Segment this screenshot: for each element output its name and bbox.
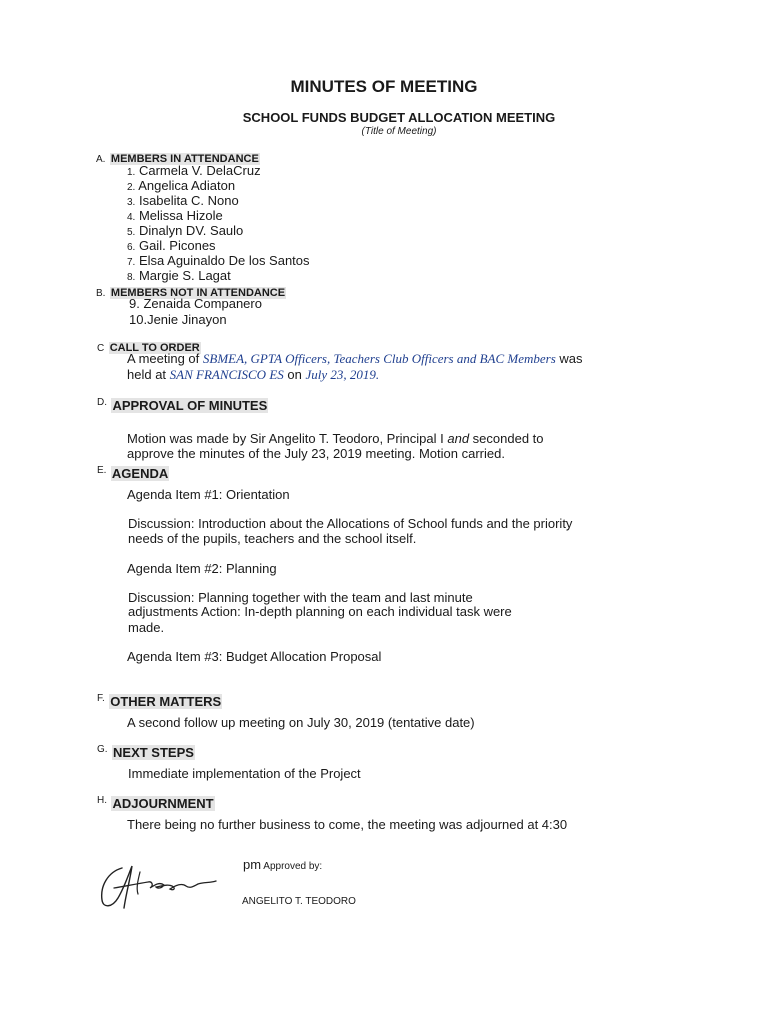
section-next-heading (97, 744, 195, 762)
attendee-item: 1. Carmela V. DelaCruz (127, 163, 261, 178)
section-heading: NEXT STEPS (113, 745, 194, 760)
agenda-item: Agenda Item #2: Planning (127, 561, 277, 576)
section-letter: D. (97, 397, 107, 408)
absent-item: 10.Jenie Jinayon (129, 312, 227, 327)
section-heading: AGENDA (111, 466, 169, 481)
attendee-item: 6. Gail. Picones (127, 238, 216, 253)
attendee-item: 3. Isabelita C. Nono (127, 193, 239, 208)
page-title: MINUTES OF MEETING (290, 77, 478, 96)
section-letter: A. (96, 154, 106, 165)
attendee-item: 7. Elsa Aguinaldo De los Santos (127, 253, 310, 268)
section-agenda-heading (97, 465, 169, 483)
section-adjournment-heading (97, 795, 215, 813)
approval-text-line: approve the minutes of the July 23, 2019 meeting. Motion carried. (127, 446, 505, 461)
section-heading: APPROVAL OF MINUTES (112, 398, 268, 413)
attendee-item: 8. Margie S. Lagat (127, 268, 231, 283)
approval-text-line: Motion was made by Sir Angelito T. Teodoro, Principal I and seconded to (127, 431, 544, 446)
section-letter: E. (97, 465, 107, 476)
section-letter: H. (97, 795, 107, 806)
agenda-discussion-line: made. (128, 620, 165, 635)
section-letter: C (97, 343, 105, 354)
agenda-discussion-line: adjustments Action: In-depth planning on each individual task were (128, 604, 512, 619)
agenda-discussion-line: Discussion: Planning together with the team and last minute (128, 590, 473, 605)
agenda-item: Agenda Item #3: Budget Allocation Proposal (127, 649, 382, 664)
absent-item: 9. Zenaida Companero (129, 296, 262, 311)
meeting-title-note: (Title of Meeting) (361, 126, 437, 137)
section-letter: B. (96, 288, 106, 299)
section-heading: ADJOURNMENT (112, 796, 214, 811)
section-other-heading (97, 693, 222, 711)
adjournment-text: There being no further business to come, the meeting was adjourned at 4:30 (127, 817, 568, 832)
section-heading: OTHER MATTERS (110, 694, 222, 709)
signature-image (96, 858, 236, 914)
section-heading: CALL TO ORDER (109, 342, 200, 354)
other-matters-text: A second follow up meeting on July 30, 2019 (tentative date) (127, 715, 475, 730)
agenda-discussion-line: needs of the pupils, teachers and the school itself. (128, 531, 417, 546)
signatory-name: ANGELITO T. TEODORO (242, 896, 356, 907)
section-approval-heading (97, 397, 268, 415)
time-suffix: pm (243, 857, 262, 872)
section-heading: MEMBERS IN ATTENDANCE (110, 153, 259, 165)
approved-by-label: Approved by: (261, 861, 323, 872)
attendee-item: 5. Dinalyn DV. Saulo (127, 223, 244, 238)
attendee-item: 2. Angelica Adiaton (127, 178, 236, 193)
section-letter: F. (97, 693, 105, 704)
next-steps-text: Immediate implementation of the Project (128, 766, 361, 781)
agenda-item: Agenda Item #1: Orientation (127, 487, 290, 502)
attendee-item: 4. Melissa Hizole (127, 208, 223, 223)
section-letter: G. (97, 744, 108, 755)
agenda-discussion-line: Discussion: Introduction about the Allocations of School funds and the priority (128, 516, 573, 531)
section-heading: MEMBERS NOT IN ATTENDANCE (110, 287, 286, 299)
call-paragraph-line: held at SAN FRANCISCO ES on July 23, 2019. (127, 367, 380, 382)
meeting-title: SCHOOL FUNDS BUDGET ALLOCATION MEETING (242, 110, 556, 125)
call-paragraph-line: A meeting of SBMEA, GPTA Officers, Teachers Club Officers and BAC Members was (127, 351, 583, 366)
approved-by-line (243, 856, 322, 874)
